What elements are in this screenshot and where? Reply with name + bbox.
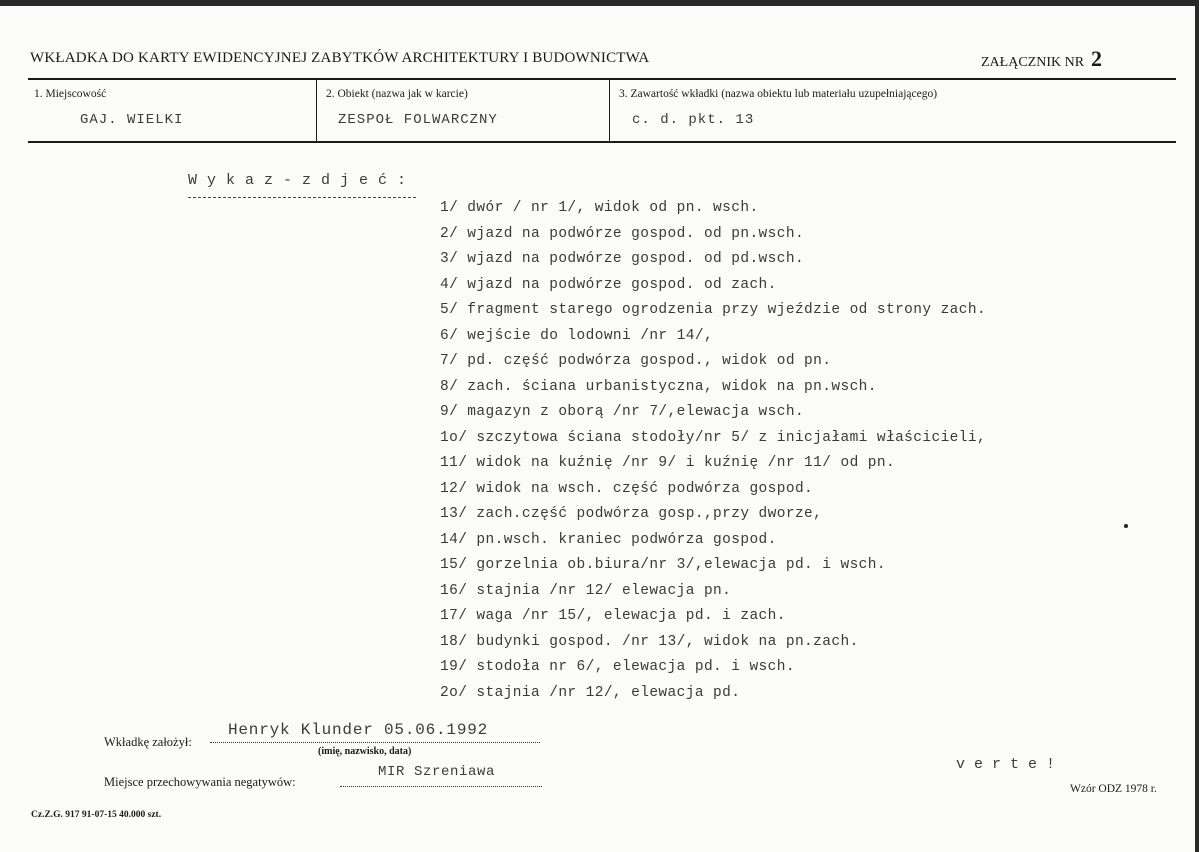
field-divider-1 [316, 80, 317, 142]
photo-list-item: 2/ wjazd na podwórze gospod. od pn.wsch. [440, 225, 805, 242]
content-value: c. d. pkt. 13 [632, 112, 755, 128]
ink-dot [1124, 524, 1128, 528]
created-by-caption: (imię, nazwisko, data) [318, 746, 412, 757]
created-by-label: Wkładkę założył: [104, 735, 192, 749]
photo-list-item: 8/ zach. ściana urbanistyczna, widok na pn.wsch. [440, 378, 877, 395]
photo-list-item: 18/ budynki gospod. /nr 13/, widok na pn.zach. [440, 633, 859, 650]
object-label: 2. Obiekt (nazwa jak w karcie) [326, 88, 468, 100]
print-info: Cz.Z.G. 917 91-07-15 40.000 szt. [31, 810, 162, 820]
locality-label: 1. Miejscowość [34, 88, 107, 100]
photo-list-item: 14/ pn.wsch. kraniec podwórza gospod. [440, 531, 777, 548]
scan-edge-top [0, 0, 1199, 6]
field-divider-2 [609, 80, 610, 142]
photo-list-item: 11/ widok na kuźnię /nr 9/ i kuźnię /nr 11/ od pn. [440, 455, 896, 471]
locality-value: GAJ. WIELKI [80, 112, 184, 128]
created-by-value: Henryk Klunder 05.06.1992 [228, 721, 489, 739]
attachment-label: ZAŁĄCZNIK NR [981, 55, 1085, 70]
photo-list-item: 13/ zach.część podwórza gosp.,przy dworze, [440, 506, 823, 522]
form-title: WKŁADKA DO KARTY EWIDENCYJNEJ ZABYTKÓW ARCHITEKTURY I BUDOWNICTWA [30, 50, 650, 66]
photo-list-item: 4/ wjazd na podwórze gospod. od zach. [440, 276, 777, 293]
photo-list-item: 2o/ stajnia /nr 12/, elewacja pd. [440, 684, 741, 701]
negatives-label: Miejsce przechowywania negatywów: [104, 775, 296, 789]
photo-list-item: 3/ wjazd na podwórze gospod. od pd.wsch. [440, 251, 805, 267]
negatives-value: MIR Szreniawa [378, 764, 496, 780]
attachment-heading [981, 46, 1102, 72]
attachment-number: 2 [1091, 46, 1103, 71]
photo-list-item: 12/ widok na wsch. część podwórza gospod. [440, 480, 814, 497]
content-label: 3. Zawartość wkładki (nazwa obiektu lub materiału uzupełniającego) [619, 88, 938, 100]
photo-list-item: 19/ stodoła nr 6/, elewacja pd. i wsch. [440, 659, 795, 675]
header-rule [28, 78, 1176, 80]
scan-edge-right [1195, 0, 1199, 852]
photo-list-item: 1/ dwór / nr 1/, widok od pn. wsch. [440, 200, 759, 216]
photo-list-item: 7/ pd. część podwórza gospod., widok od pn. [440, 353, 832, 369]
photo-list-item: 6/ wejście do lodowni /nr 14/, [440, 327, 714, 344]
verte-note: v e r t e ! [956, 756, 1056, 773]
object-value: ZESPOŁ FOLWARCZNY [338, 112, 498, 128]
photo-list-item: 5/ fragment starego ogrodzenia przy wjeździe od strony zach. [440, 302, 987, 318]
photo-list-item: 15/ gorzelnia ob.biura/nr 3/,elewacja pd. i wsch. [440, 557, 886, 573]
photo-list-heading: W y k a z - z d j e ć : [188, 172, 407, 189]
photo-list-item: 9/ magazyn z oborą /nr 7/,elewacja wsch. [440, 404, 805, 420]
photo-list-item: 17/ waga /nr 15/, elewacja pd. i zach. [440, 608, 786, 624]
fields-rule [28, 141, 1176, 143]
negatives-line [340, 786, 542, 787]
heading-underline [188, 197, 416, 198]
photo-list-item: 1o/ szczytowa ściana stodoły/nr 5/ z inicjałami właścicieli, [440, 429, 987, 446]
form-model: Wzór ODZ 1978 r. [1070, 783, 1157, 795]
created-by-line [210, 742, 540, 743]
photo-list-item: 16/ stajnia /nr 12/ elewacja pn. [440, 582, 732, 599]
